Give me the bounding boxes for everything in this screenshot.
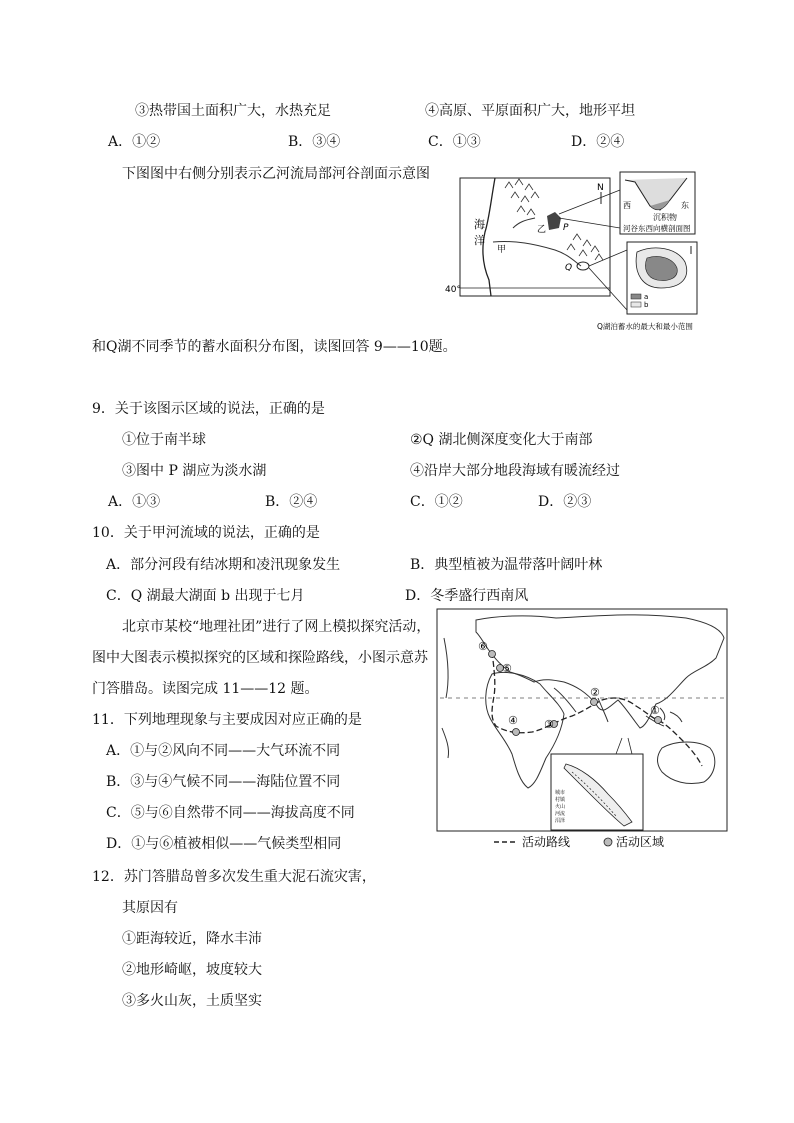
intro1-line2: 和Q湖不同季节的蓄水面积分布图，读图回答 9——10题。 (92, 339, 457, 355)
lake-caption: Q湖泊蓄水的最大和最小范围 (597, 322, 693, 331)
q9-option-4: ④沿岸大部分地段海域有暖流经过 (410, 463, 620, 479)
lake-p-label: P (563, 223, 569, 233)
q9-choice-a[interactable]: A．①③ (108, 494, 161, 510)
area-legend-dot (604, 838, 612, 846)
q10-choice-b[interactable]: B．典型植被为温带落叶阔叶林 (410, 557, 603, 573)
q9-option-2: ②Q 湖北侧深度变化大于南部 (410, 432, 593, 448)
coast-map-svg (445, 170, 725, 335)
q11-stem: 11．下列地理现象与主要成因对应正确的是 (92, 712, 362, 728)
q9-option-3: ③图中 P 湖应为淡水湖 (122, 463, 267, 479)
profile-east-label: 东 (681, 201, 689, 210)
q10-choice-c[interactable]: C．Q 湖最大湖面 b 出现于七月 (106, 588, 305, 604)
q8-option-3: ③热带国土面积广大，水热充足 (135, 103, 331, 119)
q9-choice-b[interactable]: B．②④ (265, 494, 318, 510)
q8-choice-b[interactable]: B．③④ (288, 134, 341, 150)
ocean-label: 洋 (474, 234, 485, 247)
intro2-line3: 门答腊岛。读图完成 11——12 题。 (92, 681, 319, 697)
marker-5: ⑤ (502, 662, 512, 675)
river-yi-label: 乙 (537, 225, 547, 235)
sea-label: 海 (474, 218, 485, 231)
inset-legend-volcano: 火山 (555, 804, 566, 810)
sediment-label: 沉积物 (653, 213, 677, 222)
inset-legend-town: 村镇 (555, 797, 566, 803)
q12-stem-cont: 其原因有 (122, 900, 178, 916)
q11-choice-a[interactable]: A．①与②风向不同——大气环流不同 (106, 743, 341, 759)
coast-map-figure (445, 170, 725, 335)
river-jia-label: 甲 (497, 245, 507, 255)
route-map-svg (436, 608, 728, 853)
q8-choice-a[interactable]: A．①② (108, 134, 161, 150)
q9-option-1: ①位于南半球 (122, 432, 206, 448)
lake-q-label: Q (565, 263, 573, 273)
q10-choice-a[interactable]: A．部分河段有结冰期和凌汛现象发生 (106, 557, 341, 573)
q11-choice-d[interactable]: D．①与⑥植被相似——气候类型相同 (106, 836, 342, 852)
q8-choice-c[interactable]: C．①③ (428, 134, 481, 150)
latitude-label: 40° (445, 285, 461, 295)
route-map-figure (436, 608, 728, 853)
legend-a-label: a (644, 293, 649, 301)
q12-option-1: ①距海较近，降水丰沛 (122, 931, 262, 947)
marker-1: ① (650, 704, 660, 717)
q9-choice-d[interactable]: D．②③ (538, 494, 592, 510)
inset-legend-swamp: 沼泽 (555, 818, 566, 824)
marker-3: ③ (544, 718, 554, 731)
intro1-line1: 下图图中右侧分别表示乙河流局部河谷剖面示意图 (122, 166, 430, 182)
inset-legend-river: 河流 (555, 811, 566, 817)
marker-4: ④ (508, 714, 518, 727)
legend-area-label: 活动区域 (616, 835, 665, 849)
q12-option-3: ③多火山灰，土质坚实 (122, 993, 262, 1009)
q8-option-4: ④高原、平原面积广大，地形平坦 (425, 103, 635, 119)
q12-stem: 12．苏门答腊岛曾多次发生重大泥石流灾害， (92, 869, 376, 885)
q9-choice-c[interactable]: C．①② (410, 494, 463, 510)
q9-stem: 9．关于该图示区域的说法，正确的是 (92, 401, 325, 417)
marker-6: ⑥ (478, 640, 488, 653)
profile-west-label: 西 (623, 201, 631, 210)
legend-b-label: b (644, 301, 649, 309)
intro2-line1: 北京市某校“地理社团”进行了网上模拟探究活动， (122, 619, 431, 635)
q10-stem: 10．关于甲河流域的说法，正确的是 (92, 525, 320, 541)
intro2-line2: 图中大图表示模拟探究的区域和探险路线，小图示意苏 (92, 650, 428, 666)
q11-choice-c[interactable]: C．⑤与⑥自然带不同——海拔高度不同 (106, 805, 355, 821)
marker-2: ② (590, 686, 600, 699)
q11-choice-b[interactable]: B．③与④气候不同——海陆位置不同 (106, 774, 341, 790)
legend-route-label: 活动路线 (522, 835, 571, 849)
q10-choice-d[interactable]: D．冬季盛行西南风 (405, 588, 529, 604)
q12-option-2: ②地形崎岖，坡度较大 (122, 962, 262, 978)
north-arrow-label: N (597, 183, 604, 193)
inset-legend-city: 城市 (555, 790, 566, 796)
profile-caption: 河谷东西向横剖面图 (623, 224, 691, 233)
q8-choice-d[interactable]: D．②④ (571, 134, 625, 150)
